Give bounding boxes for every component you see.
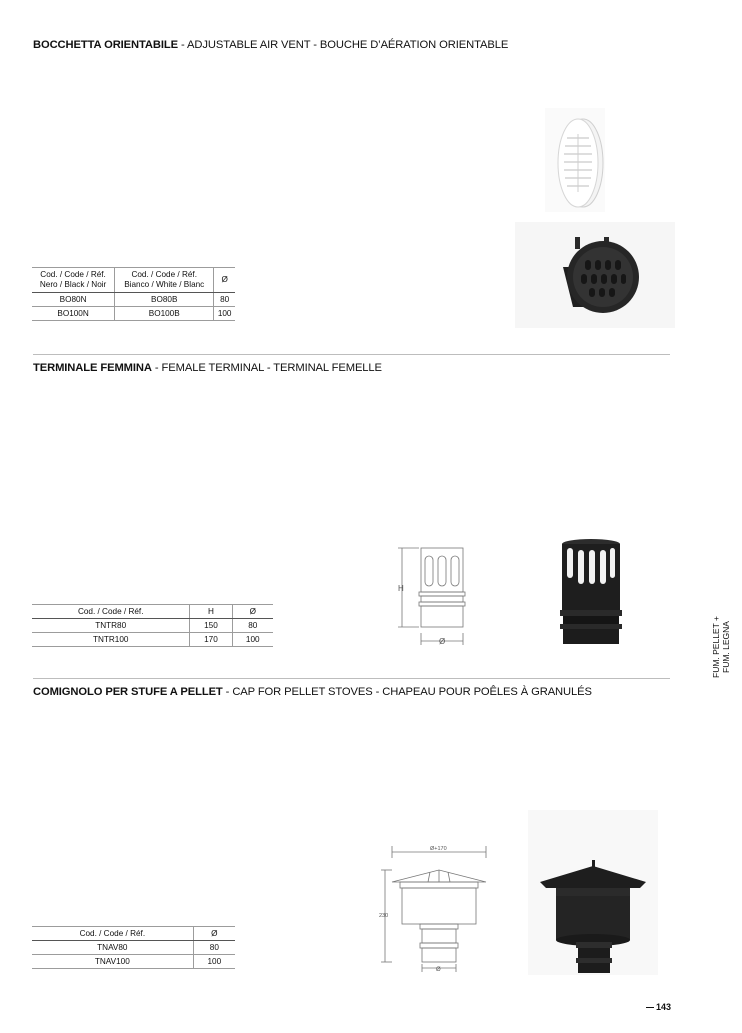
cell-code: TNTR80 (32, 619, 190, 633)
white-air-vent-image (545, 108, 605, 212)
header-diameter: Ø (214, 268, 235, 293)
table-row (32, 955, 235, 969)
side-category-label-box (711, 612, 741, 680)
table-header-row (32, 268, 235, 293)
black-air-vent-image (515, 222, 675, 328)
table-row (32, 633, 273, 647)
side-label-line1-text: FUM. PELLET + (711, 616, 721, 678)
section-divider (33, 678, 670, 679)
pellet-cap-drawing (378, 840, 490, 974)
cell-height: 170 (190, 633, 232, 647)
header-diameter: Ø (232, 605, 273, 619)
top-diameter-label: Ø+170 (430, 846, 447, 852)
side-label-line2-text: FUM. LEGNA (721, 621, 731, 673)
cell-height: 150 (190, 619, 232, 633)
cell-code: TNAV100 (32, 955, 193, 969)
header-black-code: Cod. / Code / Réf. Nero / Black / Noir (32, 268, 115, 293)
cell-diameter: 80 (193, 941, 235, 955)
table-header-row (32, 927, 235, 941)
header-code: Cod. / Code / Réf. (32, 927, 193, 941)
cell-code-white: BO80B (115, 293, 214, 307)
female-terminal-image (555, 536, 627, 648)
pellet-cap-code-table (32, 926, 235, 969)
diameter-dimension-label: Ø (439, 637, 446, 646)
section-title-pellet-cap: COMIGNOLO PER STUFE A PELLET - CAP FOR PELLET STOVES - CHAPEAU POUR POÊLES À GRANULÉS (33, 686, 592, 698)
cell-diameter: 100 (214, 307, 235, 321)
header-white-code: Cod. / Code / Réf. Bianco / White / Blanc (115, 268, 214, 293)
cell-diameter: 80 (232, 619, 273, 633)
table-row (32, 307, 235, 321)
table-row (32, 941, 235, 955)
table-row (32, 619, 273, 633)
cell-diameter: 80 (214, 293, 235, 307)
air-vent-code-table (32, 267, 235, 321)
header-code: Cod. / Code / Réf. (32, 605, 190, 619)
section-title-female-terminal: TERMINALE FEMMINA - FEMALE TERMINAL - TERMINAL FEMELLE (33, 362, 382, 374)
height-dimension-label: H (398, 584, 404, 593)
table-row (32, 293, 235, 307)
female-terminal-drawing (395, 545, 475, 647)
table-header-row (32, 605, 273, 619)
page-number: 143 (646, 1002, 671, 1012)
cell-code-black: BO100N (32, 307, 115, 321)
cell-code: TNTR100 (32, 633, 190, 647)
pellet-cap-image (528, 810, 658, 975)
cell-code-black: BO80N (32, 293, 115, 307)
side-category-label (711, 678, 742, 738)
section-title-air-vent: BOCCHETTA ORIENTABILE - ADJUSTABLE AIR VENT - BOUCHE D’AÉRATION ORIENTABLE (33, 39, 509, 51)
cell-code: TNAV80 (32, 941, 193, 955)
header-diameter: Ø (193, 927, 235, 941)
diameter-dimension-label: Ø (436, 967, 441, 973)
height-dimension-label: 230 (379, 913, 389, 919)
cell-diameter: 100 (232, 633, 273, 647)
female-terminal-code-table (32, 604, 273, 647)
cell-code-white: BO100B (115, 307, 214, 321)
section-divider (33, 354, 670, 355)
cell-diameter: 100 (193, 955, 235, 969)
header-height: H (190, 605, 232, 619)
